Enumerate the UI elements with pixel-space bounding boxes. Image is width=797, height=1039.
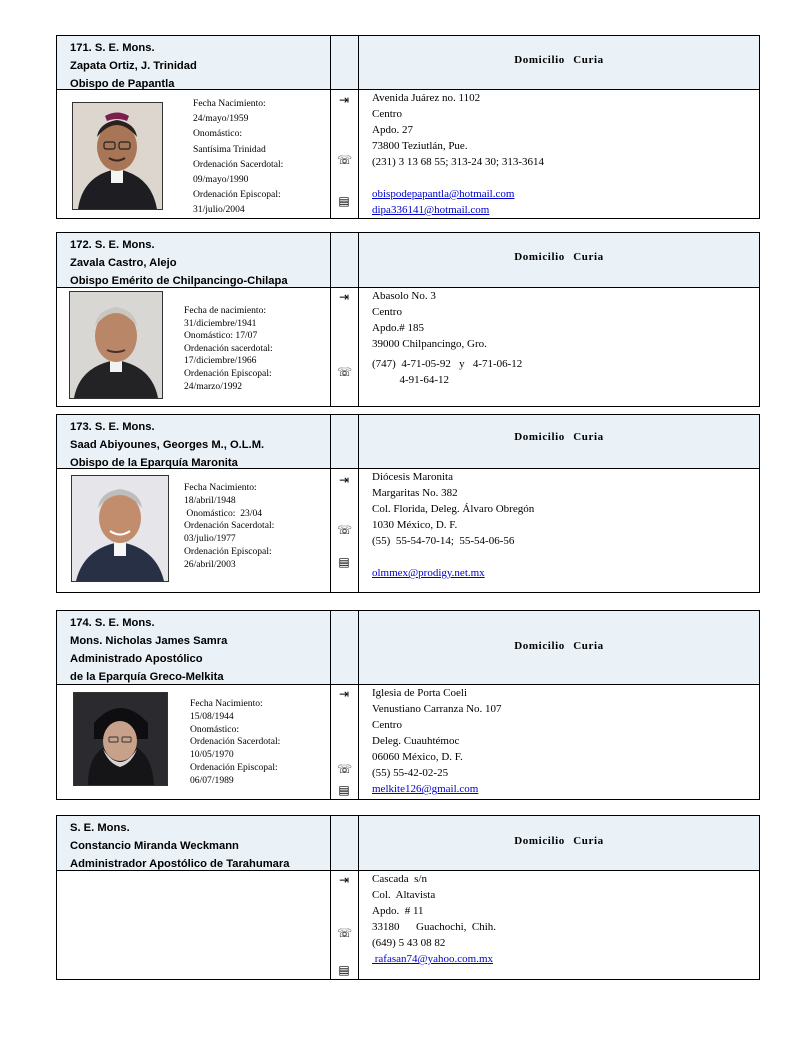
fax-icon: ▤ bbox=[338, 555, 350, 569]
bio-details: Fecha de nacimiento: 31/diciembre/1941 Onomástico: 17/07 Ordenación sacerdotal: 17/diciembre/1966 Ordenación Episcopal: 24/marzo/1992 bbox=[184, 305, 273, 392]
address-block: Avenida Juárez no. 1102 Centro Apdo. 27 73800 Teziutlán, Pue. (231) 3 13 68 55; 313-24 30; 313-3614 obispodepapantla@hotmail.com dipa336141@hotmail.com bbox=[372, 92, 545, 216]
curia-label: Domicilio Curia bbox=[514, 54, 604, 66]
address-block: Iglesia de Porta Coeli Venustiano Carranza No. 107 Centro Deleg. Cuauhtémoc 06060 México, D. F. (55) 55-42-02-25 melkite126@gmail.com bbox=[372, 687, 502, 795]
curia-label: Domicilio Curia bbox=[514, 640, 604, 652]
entry-number: 173. S. E. Mons. bbox=[70, 421, 155, 433]
arrow-right-icon: ⇥ bbox=[338, 290, 350, 304]
entry-tarahumara bbox=[56, 815, 760, 980]
bishop-photo bbox=[73, 692, 168, 786]
bishop-title bbox=[70, 39, 325, 93]
email-link[interactable]: melkite126@gmail.com bbox=[372, 783, 479, 795]
entry-174 bbox=[56, 610, 760, 800]
arrow-right-icon: ⇥ bbox=[338, 473, 350, 487]
bishop-name: Saad Abiyounes, Georges M., O.L.M. bbox=[70, 439, 265, 451]
bishop-name: Zapata Ortiz, J. Trinidad bbox=[70, 60, 197, 72]
bishop-name: Mons. Nicholas James Samra bbox=[70, 635, 228, 647]
entry-header bbox=[57, 816, 759, 871]
email-link[interactable]: rafasan74@yahoo.com.mx bbox=[372, 953, 494, 965]
telephone-icon: ☏ bbox=[337, 926, 353, 940]
address-block: Cascada s/n Col. Altavista Apdo. # 11 33180 Guachochi, Chih. (649) 5 43 08 82 rafasan74@yahoo.com.mx bbox=[372, 873, 497, 965]
bishop-photo bbox=[72, 102, 163, 210]
curia-label: Domicilio Curia bbox=[514, 835, 604, 847]
bishop-name: Zavala Castro, Alejo bbox=[70, 257, 177, 269]
fax-icon: ▤ bbox=[338, 963, 350, 977]
address-block: Diócesis Maronita Margaritas No. 382 Col. Florida, Deleg. Álvaro Obregón 1030 México, D. F. (55) 55-54-70-14; 55-54-06-56 olmmex@prodigy.net.mx bbox=[372, 471, 535, 579]
telephone-icon: ☏ bbox=[337, 762, 353, 776]
entry-number: 172. S. E. Mons. bbox=[70, 239, 155, 251]
bio-details: Fecha Nacimiento: 24/mayo/1959 Onomástico: Santísima Trinidad Ordenación Sacerdotal: 09/mayo/1990 Ordenación Episcopal: 31/julio/2004 bbox=[193, 98, 284, 216]
telephone-icon: ☏ bbox=[337, 523, 353, 537]
entry-171 bbox=[56, 35, 760, 219]
entry-header bbox=[57, 233, 759, 288]
fax-icon: ▤ bbox=[338, 194, 350, 208]
fax-icon: ▤ bbox=[338, 783, 350, 797]
address-block: Abasolo No. 3 Centro Apdo.# 185 39000 Chilpancingo, Gro. (747) 4-71-05-92 y 4-71-06-12 4-91-64-12 bbox=[372, 290, 523, 386]
telephone-icon: ☏ bbox=[337, 365, 353, 379]
entry-header bbox=[57, 611, 759, 685]
entry-number: 174. S. E. Mons. bbox=[70, 617, 155, 629]
bishop-name: Constancio Miranda Weckmann bbox=[70, 840, 239, 852]
entry-number: S. E. Mons. bbox=[70, 822, 130, 834]
arrow-right-icon: ⇥ bbox=[338, 873, 350, 887]
curia-label: Domicilio Curia bbox=[514, 431, 604, 443]
entry-header bbox=[57, 36, 759, 90]
email-link[interactable]: dipa336141@hotmail.com bbox=[372, 204, 490, 216]
telephone-icon: ☏ bbox=[337, 153, 353, 167]
arrow-right-icon: ⇥ bbox=[338, 93, 350, 107]
bishop-office: Obispo de Papantla bbox=[70, 78, 175, 90]
bishop-office: Administrado Apostólico bbox=[70, 653, 203, 665]
bishop-title bbox=[70, 418, 325, 472]
entry-number: 171. S. E. Mons. bbox=[70, 42, 155, 54]
bishop-office-line2: de la Eparquía Greco-Melkita bbox=[70, 671, 224, 683]
bishop-office: Obispo Emérito de Chilpancingo-Chilapa bbox=[70, 275, 288, 287]
bishop-title bbox=[70, 236, 325, 290]
bishop-office: Obispo de la Eparquía Maronita bbox=[70, 457, 238, 469]
entry-172 bbox=[56, 232, 760, 407]
bishop-title bbox=[70, 819, 325, 873]
email-link[interactable]: obispodepapantla@hotmail.com bbox=[372, 188, 515, 200]
bio-details: Fecha Nacimiento: 15/08/1944 Onomástico: Ordenación Sacerdotal: 10/05/1970 Ordenación Episcopal: 06/07/1989 bbox=[190, 698, 281, 786]
arrow-right-icon: ⇥ bbox=[338, 687, 350, 701]
entry-header bbox=[57, 415, 759, 469]
bio-details: Fecha Nacimiento: 18/abril/1948 Onomástico: 23/04 Ordenación Sacerdotal: 03/julio/1977 Ordenación Episcopal: 26/abril/2003 bbox=[184, 482, 275, 570]
bishop-office: Administrador Apostólico de Tarahumara bbox=[70, 858, 290, 870]
entry-173 bbox=[56, 414, 760, 593]
email-link[interactable]: olmmex@prodigy.net.mx bbox=[372, 567, 485, 579]
bishop-title bbox=[70, 614, 325, 686]
bishop-photo bbox=[69, 291, 163, 399]
curia-label: Domicilio Curia bbox=[514, 251, 604, 263]
bishop-photo bbox=[71, 475, 169, 582]
